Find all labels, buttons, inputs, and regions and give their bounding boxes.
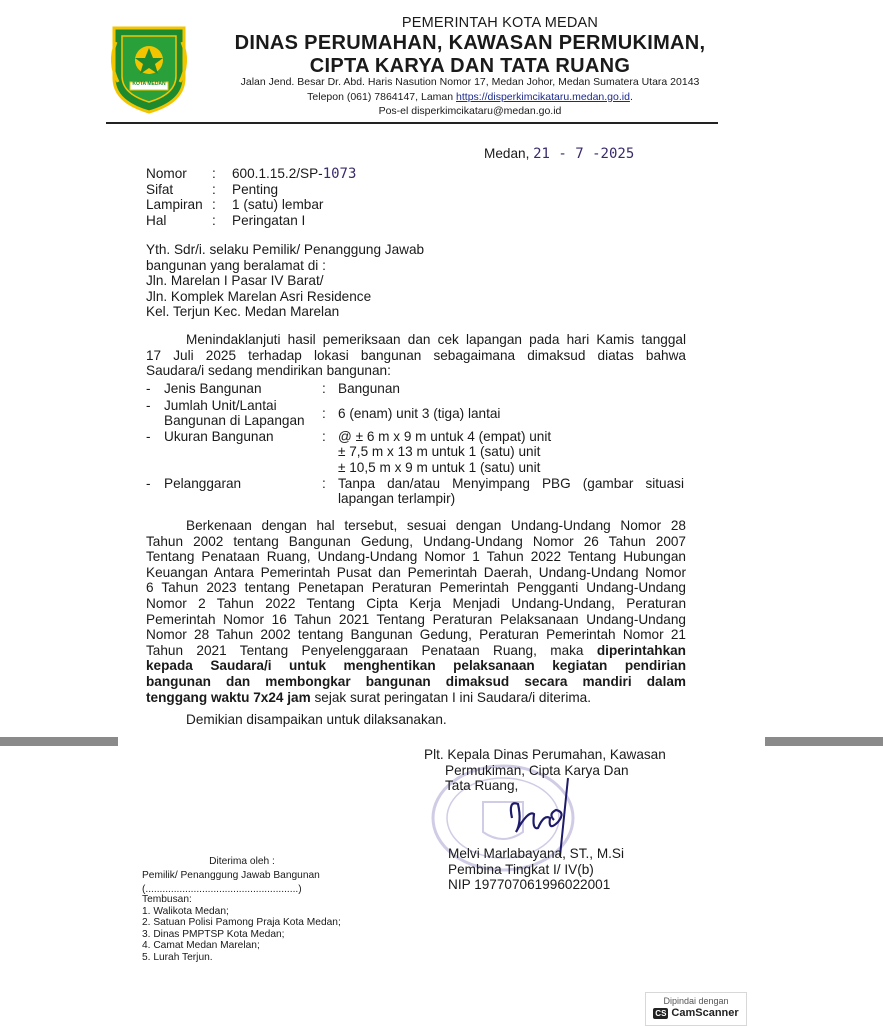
received-label: Diterima oleh : bbox=[209, 856, 275, 867]
scanner-brand: CamScanner bbox=[671, 1007, 739, 1019]
recipient-block bbox=[146, 242, 566, 320]
meta-colon: : bbox=[212, 181, 216, 197]
details-list bbox=[146, 381, 686, 508]
para-line-bold: bangunan dan membongkar bangunan dimaksud secara mandiri dalam bbox=[146, 673, 686, 689]
meta-row-lampiran bbox=[146, 197, 446, 213]
detail-value: @ ± 6 m x 9 m untuk 4 (empat) unit bbox=[338, 428, 552, 444]
para-line: Keuangan Antara Pemerintah Pusat dan Pemerintah Daerah, Undang-Undang Nomor bbox=[146, 564, 686, 580]
para-line: 6 Tahun 2023 tentang Penetapan Peraturan Pemerintah Pengganti Undang-Undang bbox=[146, 580, 686, 596]
closing-sentence: Demikian disampaikan untuk dilaksanakan. bbox=[186, 712, 447, 727]
para-line: Saudara/i sedang mendirikan bangunan: bbox=[146, 363, 391, 379]
meta-value: 600.1.15.2/SP- bbox=[232, 166, 323, 181]
meta-label: Sifat bbox=[146, 181, 174, 197]
detail-value: lapangan terlampir) bbox=[338, 491, 456, 507]
recipient-line: bangunan yang beralamat di : bbox=[146, 257, 326, 273]
phone-website bbox=[176, 91, 764, 103]
paragraph-legal-basis bbox=[146, 518, 686, 705]
camscanner-watermark bbox=[645, 992, 747, 1026]
meta-label: Lampiran bbox=[146, 197, 203, 213]
bullet: - bbox=[146, 381, 151, 396]
recipient-line: Jln. Marelan I Pasar IV Barat/ bbox=[146, 273, 324, 289]
detail-value: 6 (enam) unit 3 (tiga) lantai bbox=[338, 405, 501, 421]
date-handwritten: 21 - 7 -2025 bbox=[533, 146, 635, 162]
meta-value: Penting bbox=[232, 181, 279, 197]
detail-value: Bangunan bbox=[338, 381, 400, 396]
para-line: Berkenaan dengan hal tersebut, sesuai dengan Undang-Undang Nomor 28 bbox=[186, 518, 686, 533]
detail-label: Ukuran Bangunan bbox=[164, 428, 274, 444]
detail-label: Jenis Bangunan bbox=[164, 381, 262, 396]
para-line: Nomor 28 Tahun 2002 tentang Bangunan Gedung, Peraturan Pemerintah Nomor 21 bbox=[146, 627, 686, 643]
scanner-brand-row bbox=[646, 1007, 746, 1019]
para-line-bold: kepada Saudara/i untuk menghentikan pelaksanaan kegiatan pendirian bbox=[146, 658, 686, 674]
phone-suffix: . bbox=[629, 91, 633, 103]
tembusan-item: 2. Satuan Polisi Pamong Praja Kota Medan; bbox=[142, 917, 341, 929]
bullet: - bbox=[146, 428, 151, 444]
para-line: Tahun 2002 tentang Bangunan Gedung, Undang-Undang Nomor 26 Tahun 2007 bbox=[146, 533, 686, 549]
tembusan-item: 4. Camat Medan Marelan; bbox=[142, 940, 260, 952]
tembusan-label: Tembusan: bbox=[142, 894, 192, 905]
tembusan-block bbox=[142, 894, 402, 964]
logo-caption: KOTA MEDAN bbox=[132, 81, 166, 87]
scan-edge-right bbox=[765, 737, 883, 746]
meta-value: 1 (satu) lembar bbox=[232, 197, 324, 213]
letter-date bbox=[484, 146, 704, 163]
signer-title: Tata Ruang, bbox=[445, 778, 519, 794]
detail-colon: : bbox=[322, 381, 326, 396]
detail-label: Jumlah Unit/Lantai bbox=[164, 397, 277, 413]
para-line: Tentang Penataan Ruang, Undang-Undang Nomor 1 Tahun 2022 Tentang Hubungan bbox=[146, 549, 686, 565]
para-bold: diperintahkan bbox=[596, 642, 686, 658]
signer-identity bbox=[448, 846, 728, 893]
scan-edge-left bbox=[0, 737, 118, 746]
detail-pelanggaran bbox=[146, 476, 686, 508]
detail-colon: : bbox=[322, 475, 326, 491]
scanner-caption: Dipindai dengan bbox=[663, 996, 729, 1006]
detail-jenis bbox=[146, 381, 686, 397]
department-name-line1: DINAS PERUMAHAN, KAWASAN PERMUKIMAN, bbox=[234, 32, 706, 54]
signer-nip: NIP 197707061996022001 bbox=[448, 877, 611, 893]
email: Pos-el disperkimcikataru@medan.go.id bbox=[378, 105, 562, 117]
letterhead-rule bbox=[106, 122, 718, 124]
meta-block bbox=[146, 166, 446, 228]
paragraph-findings bbox=[146, 332, 686, 379]
meta-label: Nomor bbox=[146, 166, 187, 181]
detail-label: Bangunan di Lapangan bbox=[164, 412, 305, 428]
signature-block bbox=[424, 747, 714, 794]
received-signature-blank: (......................................................) bbox=[142, 884, 302, 896]
tembusan-item: 3. Dinas PMPTSP Kota Medan; bbox=[142, 928, 285, 940]
meta-label: Hal bbox=[146, 212, 167, 228]
government-name: PEMERINTAH KOTA MEDAN bbox=[401, 15, 599, 31]
meta-row-sifat bbox=[146, 182, 446, 198]
address: Jalan Jend. Besar Dr. Abd. Haris Nasution Nomor 17, Medan Johor, Medan Sumatera Utara 20143 bbox=[240, 76, 700, 88]
website-link[interactable]: https://disperkimcikataru.medan.go.id bbox=[456, 91, 630, 103]
para-line: 17 Juli 2025 terhadap lokasi bangunan sebagaimana dimaksud diatas bahwa bbox=[146, 347, 686, 363]
signer-title: Plt. Kepala Dinas Perumahan, Kawasan bbox=[424, 747, 666, 762]
para-text: Tahun 2021 Tentang Penyelenggaraan Penataan Ruang, maka bbox=[146, 642, 597, 658]
meta-row-hal bbox=[146, 213, 446, 229]
detail-colon: : bbox=[322, 428, 326, 444]
received-who: Pemilik/ Penanggung Jawab Bangunan bbox=[142, 869, 320, 881]
bullet: - bbox=[146, 397, 151, 413]
detail-jumlah bbox=[146, 397, 686, 429]
para-line: Pemerintah Nomor 16 Tahun 2021 Tentang Peraturan Pelaksanaan Undang-Undang bbox=[146, 611, 686, 627]
tembusan-item: 1. Walikota Medan; bbox=[142, 905, 229, 917]
detail-value: Tanpa dan/atau Menyimpang PBG (gambar situasi bbox=[338, 475, 684, 491]
department-name-line2: CIPTA KARYA DAN TATA RUANG bbox=[309, 55, 631, 77]
meta-colon: : bbox=[212, 166, 216, 181]
detail-label: Pelanggaran bbox=[164, 475, 242, 491]
meta-hand: 1073 bbox=[322, 166, 357, 182]
detail-colon: : bbox=[322, 405, 326, 421]
detail-value: ± 10,5 m x 9 m untuk 1 (satu) unit bbox=[338, 459, 541, 475]
tembusan-item: 5. Lurah Terjun. bbox=[142, 951, 213, 963]
para-bold: tenggang waktu 7x24 jam bbox=[146, 689, 311, 705]
phone: Telepon (061) 7864147, Laman bbox=[307, 91, 454, 103]
para-line: Menindaklanjuti hasil pemeriksaan dan cek lapangan pada hari Kamis tanggal bbox=[186, 332, 686, 347]
recipient-line: Kel. Terjun Kec. Medan Marelan bbox=[146, 304, 340, 320]
camscanner-logo-icon: CS bbox=[655, 1008, 667, 1018]
meta-colon: : bbox=[212, 212, 216, 228]
bullet: - bbox=[146, 475, 151, 491]
date-place: Medan, bbox=[484, 146, 530, 161]
recipient-line: Yth. Sdr/i. selaku Pemilik/ Penanggung Jawab bbox=[146, 242, 425, 257]
para-text: sejak surat peringatan I ini Saudara/i diterima. bbox=[310, 689, 592, 705]
meta-value: Peringatan I bbox=[232, 212, 306, 228]
detail-value: ± 7,5 m x 13 m untuk 1 (satu) unit bbox=[338, 444, 541, 460]
para-line: Nomor 2 Tahun 2022 Tentang Cipta Kerja Menjadi Undang-Undang, Peraturan bbox=[146, 595, 686, 611]
recipient-line: Jln. Komplek Marelan Asri Residence bbox=[146, 288, 372, 304]
detail-ukuran bbox=[146, 429, 686, 476]
signer-title: Permukiman, Cipta Karya Dan bbox=[445, 762, 629, 778]
meta-colon: : bbox=[212, 197, 216, 213]
para-line bbox=[146, 643, 686, 659]
para-line bbox=[146, 690, 686, 706]
signer-name: Melvi Marlabayana, ST., M.Si bbox=[448, 846, 625, 861]
received-block bbox=[142, 856, 362, 896]
meta-row-nomor bbox=[146, 166, 446, 182]
signer-rank: Pembina Tingkat I/ IV(b) bbox=[448, 861, 594, 877]
